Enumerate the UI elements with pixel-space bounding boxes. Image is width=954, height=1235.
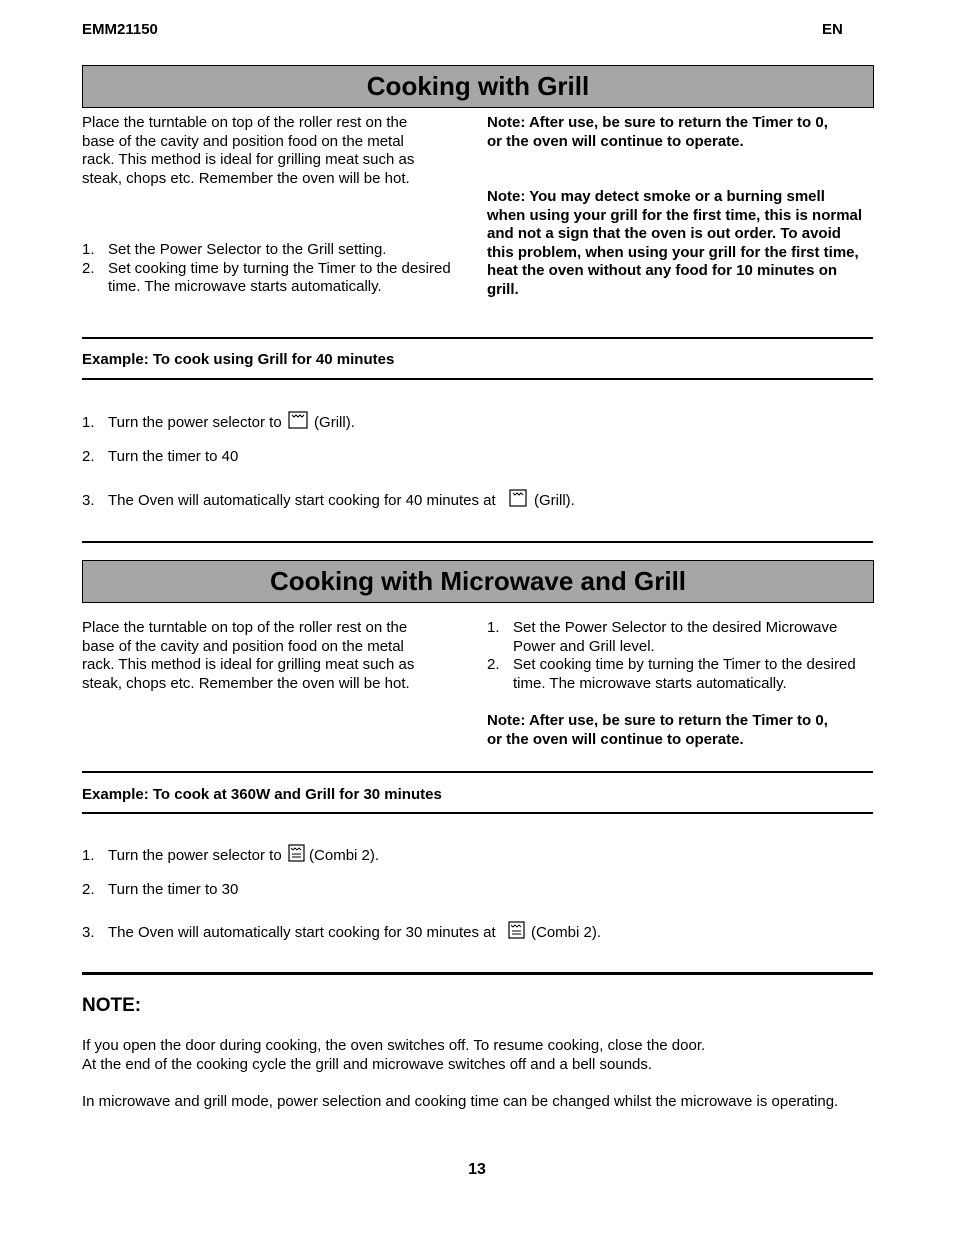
combi-example-step-1: 1. Turn the power selector to (Combi 2). (82, 844, 379, 866)
grill-example-title: Example: To cook using Grill for 40 minutes (82, 351, 395, 368)
combi-steps (487, 619, 877, 693)
combi-example-step-2: 2. Turn the timer to 30 (82, 881, 239, 898)
combi-example-title: Example: To cook at 360W and Grill for 30 minutes (82, 786, 442, 803)
divider (82, 378, 873, 380)
grill-note-smoke: Note: You may detect smoke or a burning smell when using your grill for the first time, this is normal and not a sign that the oven is out order. To avoid this problem, when using your grill for the first time, heat the oven without any food for 10 minutes on grill. (487, 188, 863, 298)
note-line-3: In microwave and grill mode, power selection and cooking time can be changed whilst the microwave is operating. (82, 1093, 839, 1110)
divider (82, 541, 873, 543)
list-item: 2. Set cooking time by turning the Timer to the desired time. The microwave starts automatically. (487, 656, 856, 692)
grill-intro: Place the turntable on top of the roller rest on the base of the cavity and position food on the metal rack. This method is ideal for grilling meat such as steak, chops etc. Remember the oven will be hot. (82, 114, 415, 187)
page-number: 13 (468, 1161, 486, 1178)
grill-icon (508, 489, 528, 507)
note-line-2: At the end of the cooking cycle the grill and microwave switches off and a bell sounds. (82, 1056, 653, 1073)
section-title-grill: Cooking with Grill (82, 65, 874, 108)
model-number: EMM21150 (82, 21, 158, 38)
grill-example-step-3: 3. The Oven will automatically start cooking for 40 minutes at (Grill). (82, 489, 575, 511)
grill-example-step-1: 1. Turn the power selector to (Grill). (82, 411, 355, 433)
combi-icon (288, 844, 305, 862)
note-line-1: If you open the door during cooking, the oven switches off. To resume cooking, close the door. (82, 1037, 706, 1054)
combi-intro: Place the turntable on top of the roller rest on the base of the cavity and position food on the metal rack. This method is ideal for grilling meat such as steak, chops etc. Remember the oven will be hot. (82, 619, 415, 692)
combi-icon (508, 921, 525, 939)
grill-example-step-2: 2. Turn the timer to 40 (82, 448, 239, 465)
list-item: 2. Set cooking time by turning the Timer to the desired time. The microwave starts automatically. (82, 259, 451, 295)
section-title-combi: Cooking with Microwave and Grill (82, 560, 874, 603)
combi-example-step-3: 3. The Oven will automatically start cooking for 30 minutes at (Combi 2). (82, 921, 601, 943)
list-item: 1. Set the Power Selector to the desired Microwave Power and Grill level. (487, 619, 838, 655)
combi-note-timer: Note: After use, be sure to return the Timer to 0, or the oven will continue to operate. (487, 712, 828, 748)
list-item: 1. Set the Power Selector to the Grill setting. (82, 241, 387, 258)
divider (82, 337, 873, 339)
divider (82, 972, 873, 975)
language-code: EN (822, 21, 843, 38)
divider (82, 812, 873, 814)
note-heading: NOTE: (82, 995, 142, 1016)
divider (82, 771, 873, 773)
grill-steps (82, 241, 467, 297)
grill-icon (288, 411, 308, 429)
grill-note-timer: Note: After use, be sure to return the Timer to 0, or the oven will continue to operate. (487, 114, 828, 150)
